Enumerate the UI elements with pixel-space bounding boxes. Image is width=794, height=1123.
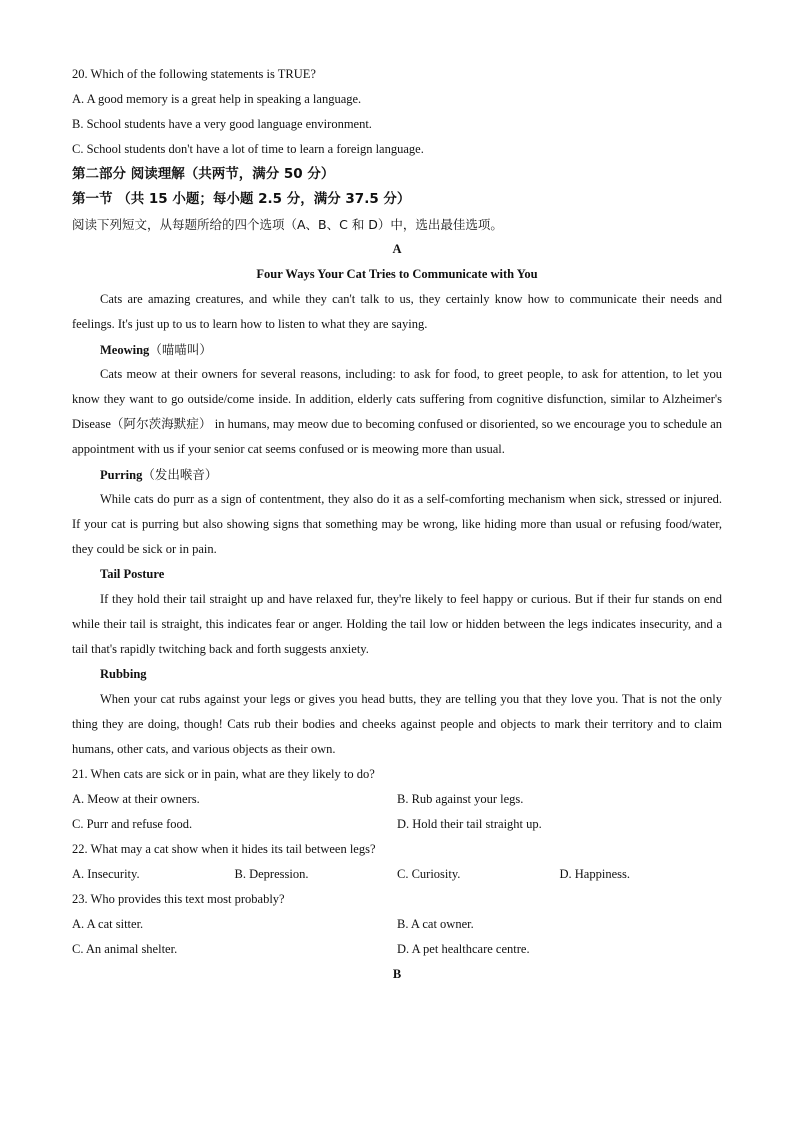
q20-option-a: A. A good memory is a great help in speaking a language.	[72, 92, 362, 106]
q23-options-row1	[72, 912, 722, 937]
q21-question: 21. When cats are sick or in pain, what are they likely to do?	[72, 767, 375, 781]
purring-heading-cn: （发出喉音）	[142, 467, 218, 482]
instruction: 阅读下列短文，从每题所给的四个选项（A、B、C 和 D）中，选出最佳选项。	[72, 217, 503, 232]
rubbing-text: When your cat rubs against your legs or gives you head butts, they are telling you that they love you. That is not the only thing they are doing, though! Cats rub their bodies and cheeks against people and objects to mark their territory and to claim humans, other cats, and various objects as their own.	[72, 692, 722, 756]
q21-option-c: C. Purr and refuse food.	[72, 817, 193, 831]
q23-question: 23. Who provides this text most probably?	[72, 892, 285, 906]
q23-option-b: B. A cat owner.	[397, 917, 474, 931]
q22-option-a: A. Insecurity.	[72, 867, 140, 881]
passage-a-letter: A	[392, 242, 402, 256]
q22-option-c: C. Curiosity.	[397, 867, 461, 881]
part2-title: 第二部分 阅读理解（共两节，满分 50 分）	[72, 166, 335, 182]
q20-question: 20. Which of the following statements is TRUE?	[72, 67, 316, 81]
meowing-heading	[72, 337, 722, 362]
q23-option-c: C. An animal shelter.	[72, 942, 178, 956]
purring-heading-en: Purring	[100, 468, 143, 482]
passage-b-letter: B	[392, 967, 402, 981]
q21-options-row2	[72, 812, 722, 837]
passage-a-title: Four Ways Your Cat Tries to Communicate with You	[256, 267, 538, 281]
tail-text: If they hold their tail straight up and have relaxed fur, they're likely to feel happy or curious. But if their fur stands on end while their tail is straight, this indicates fear or anger. Holding the tail low or hidden between the legs indicates insecurity, and a tail that's rapidly twitching back and forth suggests anxiety.	[72, 592, 722, 656]
q23-options-row2	[72, 937, 722, 962]
q22-question: 22. What may a cat show when it hides its tail between legs?	[72, 842, 376, 856]
rubbing-heading: Rubbing	[100, 667, 147, 681]
q23-option-a: A. A cat sitter.	[72, 917, 144, 931]
exam-page	[72, 62, 722, 987]
q20-option-b: B. School students have a very good language environment.	[72, 117, 372, 131]
meowing-heading-cn: （喵喵叫）	[149, 342, 212, 357]
q22-option-b: B. Depression.	[234, 867, 309, 881]
q22-option-d: D. Happiness.	[559, 867, 630, 881]
purring-text: While cats do purr as a sign of contentment, they also do it as a self-comforting mechanism when sick, stressed or injured. If your cat is purring but also showing signs that something may be wrong, like hiding more than usual or refusing food/water, they could be sick or in pain.	[72, 492, 722, 556]
q21-option-d: D. Hold their tail straight up.	[397, 817, 542, 831]
section1-title: 第一节 （共 15 小题；每小题 2.5 分，满分 37.5 分）	[72, 191, 411, 207]
passage-a-intro: Cats are amazing creatures, and while they can't talk to us, they certainly know how to communicate their needs and feelings. It's just up to us to learn how to listen to what they are saying.	[72, 292, 722, 331]
purring-heading	[72, 462, 722, 487]
q21-option-a: A. Meow at their owners.	[72, 792, 200, 806]
q20-option-c: C. School students don't have a lot of time to learn a foreign language.	[72, 142, 424, 156]
q21-options-row1	[72, 787, 722, 812]
q22-options	[72, 862, 722, 887]
q21-option-b: B. Rub against your legs.	[397, 792, 524, 806]
meowing-text: Cats meow at their owners for several reasons, including: to ask for food, to greet people, to ask for attention, to let you know they want to go outside/come inside. In addition, elderly cats suffering from cognitive disfunction, similar to Alzheimer's Disease（阿尔茨海默症） in humans, may meow due to becoming confused or disoriented, so we encourage you to schedule an appointment with us if your senior cat seems confused or is meowing more than usual.	[72, 367, 722, 456]
tail-heading: Tail Posture	[100, 567, 165, 581]
q23-option-d: D. A pet healthcare centre.	[397, 942, 530, 956]
meowing-heading-en: Meowing	[100, 343, 150, 357]
